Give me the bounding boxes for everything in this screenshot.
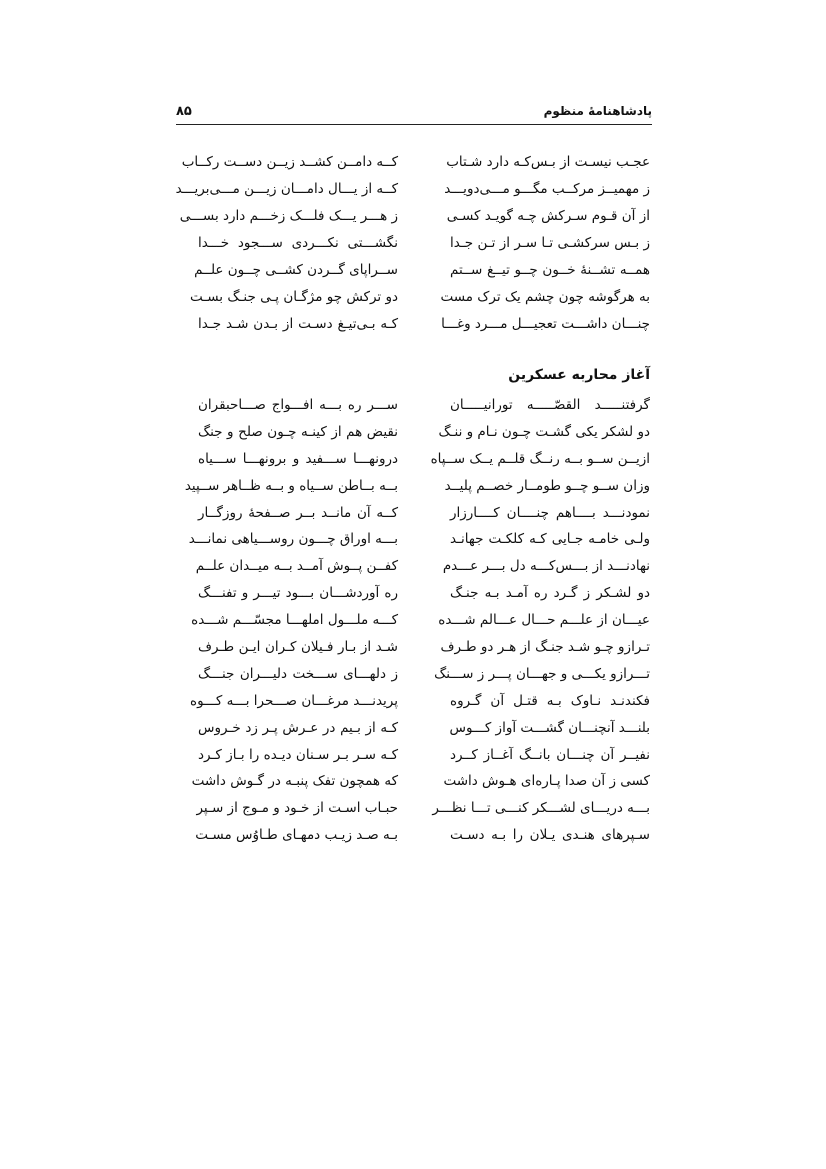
couplet bbox=[174, 395, 650, 422]
first-hemistich: ولـی خامـه جـایی کـه کلکـت جهانـد bbox=[450, 531, 650, 548]
second-hemistich: بـــه اوراق چـــون روســـیاهی نمانـــد bbox=[188, 531, 398, 548]
second-hemistich: پریدنـــد مرغـــان صـــحرا بـــه کـــوه bbox=[190, 692, 398, 709]
couplet bbox=[174, 664, 650, 691]
couplet bbox=[174, 610, 650, 637]
first-hemistich: ازیــن ســو بــه رنــگ قلــم یــک ســپاه bbox=[430, 450, 650, 467]
second-hemistich: کـه بـی‌تیـغ دسـت از بـدن شـد جـدا bbox=[198, 316, 398, 332]
second-hemistich: کـه سـر بـر سـنان دیـده را بـاز کـرد bbox=[198, 746, 398, 763]
couplet bbox=[174, 556, 650, 583]
first-hemistich: سـپرهای هنـدی یـلان را بـه دسـت bbox=[450, 827, 650, 844]
second-hemistich: کــه آن مانــد بــر صــفحهٔ روزگــار bbox=[198, 504, 398, 521]
first-hemistich: نمودنـــد بــــاهم چنــــان کــــارزار bbox=[450, 504, 650, 521]
couplet bbox=[174, 449, 650, 476]
couplet bbox=[174, 476, 650, 503]
second-hemistich: دو ترکش چو مژگـان پـی جنـگ بسـت bbox=[190, 289, 398, 305]
couplet bbox=[174, 422, 650, 449]
first-hemistich: ز مهمیــز مرکــب مگـــو مـــی‌دویـــد bbox=[444, 181, 650, 197]
first-hemistich: تـــرازو یکـــی و جهـــان پـــر ز ســـنگ bbox=[434, 665, 650, 682]
couplet bbox=[174, 583, 650, 610]
couplet bbox=[174, 503, 650, 530]
second-hemistich: ز دلهـــای ســـخت دلیـــران جنـــگ bbox=[198, 665, 398, 682]
couplet bbox=[174, 314, 650, 341]
couplet bbox=[174, 745, 650, 772]
poem-block-2 bbox=[174, 395, 650, 852]
first-hemistich: بلنـــد آنچنـــان گشـــت آواز کـــوس bbox=[449, 719, 650, 736]
first-hemistich: گرفتنـــــد القصّـــــه تورانیـــــان bbox=[450, 397, 650, 413]
couplet bbox=[174, 152, 650, 179]
second-hemistich: ره آوردشـــان بـــود تیـــر و تفنـــگ bbox=[198, 585, 398, 602]
first-hemistich: عیـــان از علـــم حـــال عـــالم شـــده bbox=[438, 612, 650, 629]
second-hemistich: که همچون تفک پنبـه در گـوش داشت bbox=[191, 773, 398, 790]
section-heading: آغاز محاربه عسکرین bbox=[508, 367, 650, 383]
second-hemistich: شـد از بـار فـیلان کـران ایـن طـرف bbox=[198, 639, 398, 656]
first-hemistich: تـرازو چـو شـد جنـگ از هـر دو طـرف bbox=[440, 639, 650, 656]
second-hemistich: ســراپای گــردن کشــی چــون علــم bbox=[194, 262, 398, 278]
poem-block-1 bbox=[174, 152, 650, 341]
page-header bbox=[176, 104, 652, 125]
first-hemistich: دو لشکر یکی گشـت چـون نـام و ننـگ bbox=[438, 423, 650, 440]
first-hemistich: فکندنـد نـاوک بـه قتـل آن گـروه bbox=[450, 692, 650, 709]
second-hemistich: کــه دامــن کشــد زیــن دســت رکــاب bbox=[181, 154, 398, 170]
second-hemistich: کــه از یـــال دامـــان زیـــن مـــی‌بریـــد bbox=[175, 181, 398, 197]
couplet bbox=[174, 287, 650, 314]
couplet bbox=[174, 718, 650, 745]
first-hemistich: بـــه دریـــای لشـــکر کنـــی تـــا نظـــر bbox=[432, 800, 650, 817]
second-hemistich: حبـاب اسـت از خـود و مـوج از سـپر bbox=[196, 800, 398, 817]
second-hemistich: کـه از بـیم در عـرش پـر زد خـروس bbox=[198, 719, 398, 736]
couplet bbox=[174, 206, 650, 233]
first-hemistich: عجـب نیسـت از بـس‌کـه دارد شـتاب bbox=[446, 154, 650, 170]
first-hemistich: چنـــان داشـــت تعجیـــل مـــرد وغـــا bbox=[441, 316, 650, 332]
second-hemistich: بـه صـد زیـب دمهـای طـاوُس مسـت bbox=[195, 827, 398, 844]
first-hemistich: کسی ز آن صدا پـاره‌ای هـوش داشت bbox=[443, 773, 650, 790]
page-number: ۸۵ bbox=[176, 104, 192, 119]
running-title: پادشاهنامهٔ منظوم bbox=[543, 104, 652, 118]
second-hemistich: نقیض هم از کینـه چـون صلح و جنگ bbox=[198, 423, 398, 440]
first-hemistich: ز بـس سرکشـی تـا سـر از تـن جـدا bbox=[450, 235, 650, 251]
couplet bbox=[174, 825, 650, 852]
couplet bbox=[174, 260, 650, 287]
couplet bbox=[174, 637, 650, 664]
couplet bbox=[174, 771, 650, 798]
couplet bbox=[174, 233, 650, 260]
second-hemistich: کفــن پــوش آمــد بــه میــدان علــم bbox=[195, 558, 398, 575]
second-hemistich: بــه بــاطن ســیاه و بــه ظــاهر ســپید bbox=[184, 477, 398, 494]
second-hemistich: کـــه ملـــول املهـــا مجسّـــم شـــده bbox=[191, 612, 398, 629]
couplet bbox=[174, 798, 650, 825]
first-hemistich: به هرگوشه چون چشم یک ترک مست bbox=[440, 289, 650, 305]
first-hemistich: وزان ســو چــو طومــار خصــم پلیــد bbox=[444, 477, 650, 494]
second-hemistich: ز هـــر یـــک فلـــک زخـــم دارد بســـی bbox=[179, 208, 398, 224]
first-hemistich: دو لشـکر ز گـرد ره آمـد بـه جنـگ bbox=[450, 585, 650, 602]
first-hemistich: از آن قـوم سـرکش چـه گویـد کسـی bbox=[446, 208, 650, 224]
second-hemistich: درونهـــا ســـفید و برونهـــا ســـیاه bbox=[198, 450, 398, 467]
second-hemistich: نگشـــتی نکـــردی ســـجود خـــدا bbox=[198, 235, 398, 251]
second-hemistich: ســـر ره بـــه افـــواج صـــاحبقران bbox=[198, 397, 398, 413]
first-hemistich: همــه تشــنهٔ خــون چــو تیــغ ســتم bbox=[450, 262, 650, 278]
first-hemistich: نفیــر آن چنـــان بانــگ آغــاز کــرد bbox=[450, 746, 650, 763]
couplet bbox=[174, 691, 650, 718]
first-hemistich: نهادنـــد از بـــس‌کـــه دل بـــر عـــدم bbox=[442, 558, 650, 575]
couplet bbox=[174, 179, 650, 206]
couplet bbox=[174, 529, 650, 556]
